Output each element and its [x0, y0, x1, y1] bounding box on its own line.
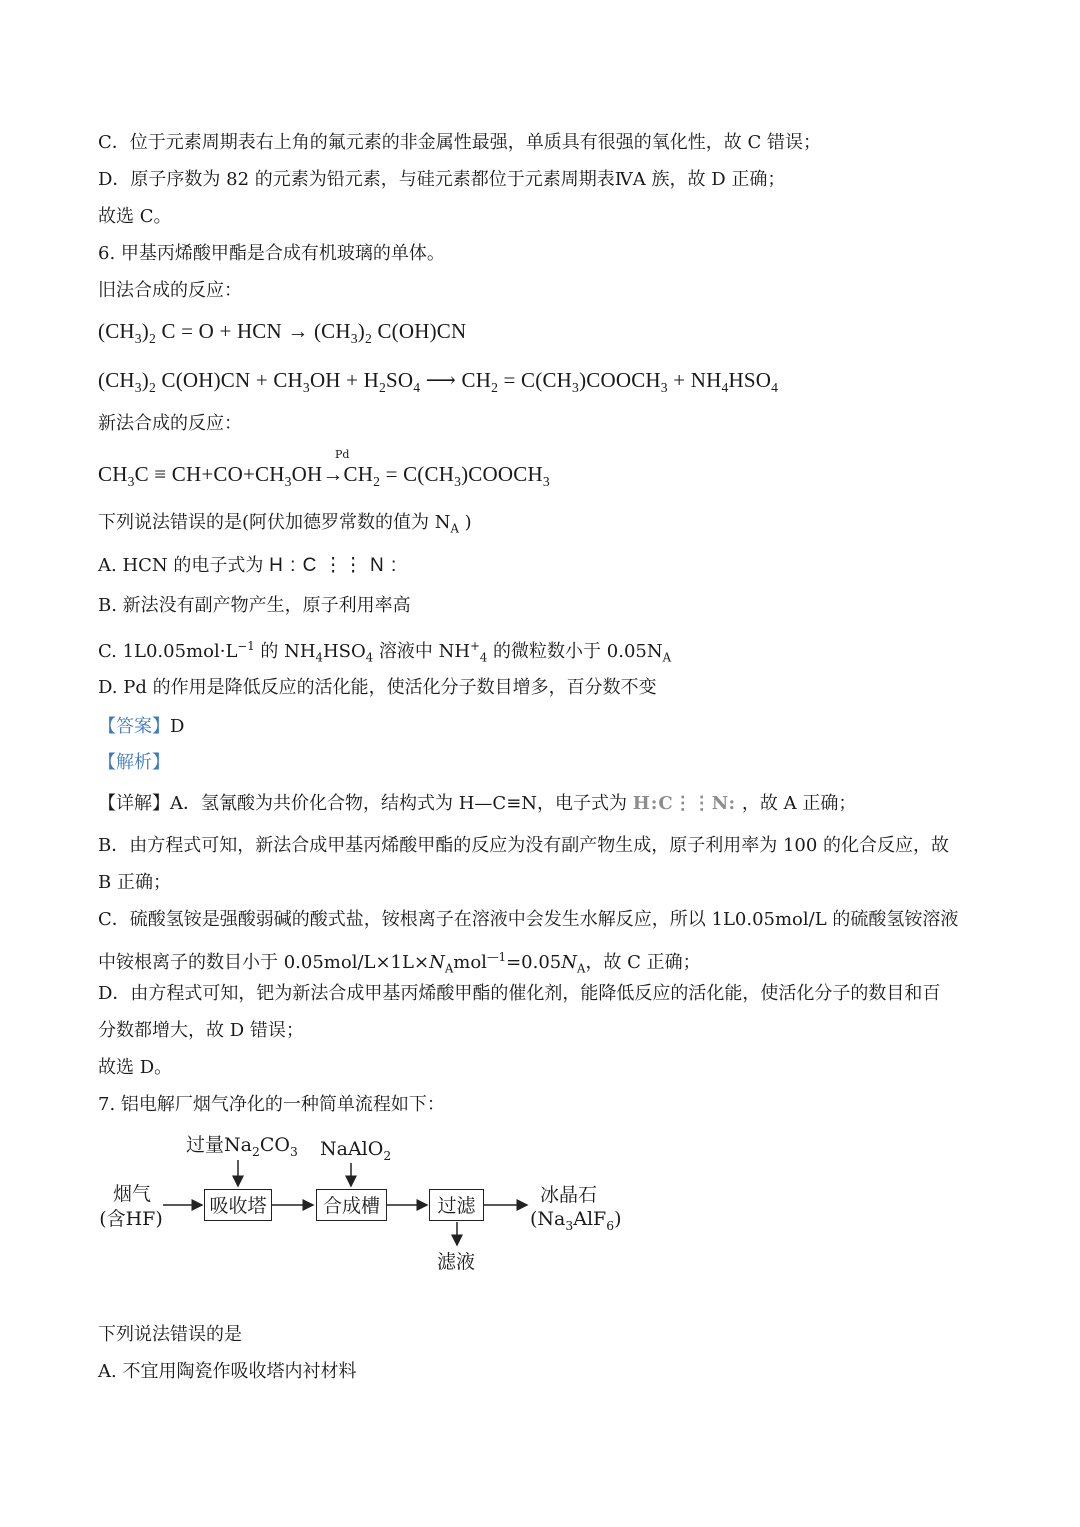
q7-option-a: A. 不宜用陶瓷作吸收塔内衬材料 [98, 1361, 357, 1382]
q6-detail-b-line2: B 正确； [98, 872, 171, 893]
q7-stem: 7. 铝电解厂烟气净化的一种简单流程如下： [98, 1094, 445, 1115]
q6-analysis-tag: 【解析】 [98, 752, 170, 773]
flow-input-gas: 烟气 [112, 1183, 151, 1205]
flow-product-formula: $(Na_3AlF_6)$ [530, 1208, 622, 1233]
q6-old-equation-2: $(CH_3)_2$ $C(OH)CN + CH_3OH + H_2SO_4$ ⟶ $CH_2$ = $C(CH_3)COOCH_3 + NH_4HSO_4$ [98, 368, 779, 396]
hcn-electron-formula: H : C ⋮⋮ N : [269, 555, 398, 576]
q6-detail-c-line1: C．硫酸氢铵是强酸弱碱的酸式盐，铵根离子在溶液中会发生水解反应，所以 1L0.05mol/L 的硫酸氢铵溶液 [98, 909, 959, 930]
q5-choose: 故选 C。 [98, 206, 172, 227]
q6-detail-b-line1: B．由方程式可知，新法合成甲基丙烯酸甲酯的反应为没有副产物生成，原子利用率为 100 的化合反应，故 [98, 835, 950, 856]
q6-detail-d-line1: D．由方程式可知，钯为新法合成甲基丙烯酸甲酯的催化剂，能降低反应的活化能，使活化分子的数目和百 [98, 983, 941, 1004]
q6-new-equation: $CH_3C \equiv CH+CO+CH_3OH\to CH_2$ = $C(CH_3)COOCH_3$ [98, 462, 550, 490]
flow-input-hf: (含HF) [99, 1208, 163, 1230]
q6-old-title: 旧法合成的反应： [98, 280, 242, 301]
flow-reagent-na2co3: 过量$Na_2CO_3$ [186, 1134, 298, 1159]
q6-old-equation-1: $(CH_3)_2$ C = O + HCN → $(CH_3)_2$ C(OH)CN [98, 319, 467, 347]
flow-step-synthesis-tank: 合成槽 [316, 1189, 387, 1221]
q6-option-c: C. $1L0.05mol\cdot L^{-1}$ 的 $NH_4HSO_4$ 溶液中 $NH^+_4$ 的微粒数小于 $0.05N_A$ [98, 639, 672, 665]
q6-catalyst-label: Pd [335, 448, 350, 461]
q6-new-title: 新法合成的反应： [98, 413, 242, 434]
q7-question: 下列说法错误的是 [98, 1324, 242, 1345]
flow-filtrate: 滤液 [437, 1251, 476, 1273]
q6-option-a: A. HCN 的电子式为 H : C ⋮⋮ N : [98, 555, 398, 576]
q6-stem: 6. 甲基丙烯酸甲酯是合成有机玻璃的单体。 [98, 243, 445, 264]
q5-option-c: C．位于元素周期表右上角的氟元素的非金属性最强，单质具有很强的氧化性，故 C 错误； [98, 132, 821, 153]
q6-detail-a: 【详解】A．氢氰酸为共价化合物，结构式为 H—C≡N，电子式为 H:C⋮⋮N: ，故 A 正确； [98, 793, 857, 814]
q6-choose: 故选 D。 [98, 1057, 173, 1078]
flow-step-filter: 过滤 [429, 1189, 484, 1221]
answer-tag: 【答案】 [98, 716, 170, 737]
q6-question: 下列说法错误的是(阿伏加德罗常数的值为 $N_A$ ) [98, 512, 472, 536]
q6-detail-d-line2: 分数都增大，故 D 错误； [98, 1020, 304, 1041]
flow-product-name: 冰晶石 [540, 1184, 598, 1206]
hcn-electron-formula-image: H:C⋮⋮N: [632, 793, 737, 814]
q6-detail-c-line2: 中铵根离子的数目小于 $0.05mol/L\times 1L\times N_Amol^{—1}=0.05N_A$，故 C 正确； [98, 950, 701, 976]
q5-option-d: D．原子序数为 82 的元素为铅元素，与硅元素都位于元素周期表ⅣA 族，故 D 正确； [98, 169, 786, 190]
q6-option-b: B. 新法没有副产物产生，原子利用率高 [98, 595, 411, 616]
flow-step-absorber: 吸收塔 [204, 1189, 272, 1221]
flow-reagent-naalo2: NaAlO$_2$ [320, 1138, 392, 1163]
q6-answer: 【答案】D [98, 716, 185, 737]
q6-option-d: D. Pd 的作用是降低反应的活化能，使活化分子数目增多，百分数不变 [98, 677, 657, 698]
